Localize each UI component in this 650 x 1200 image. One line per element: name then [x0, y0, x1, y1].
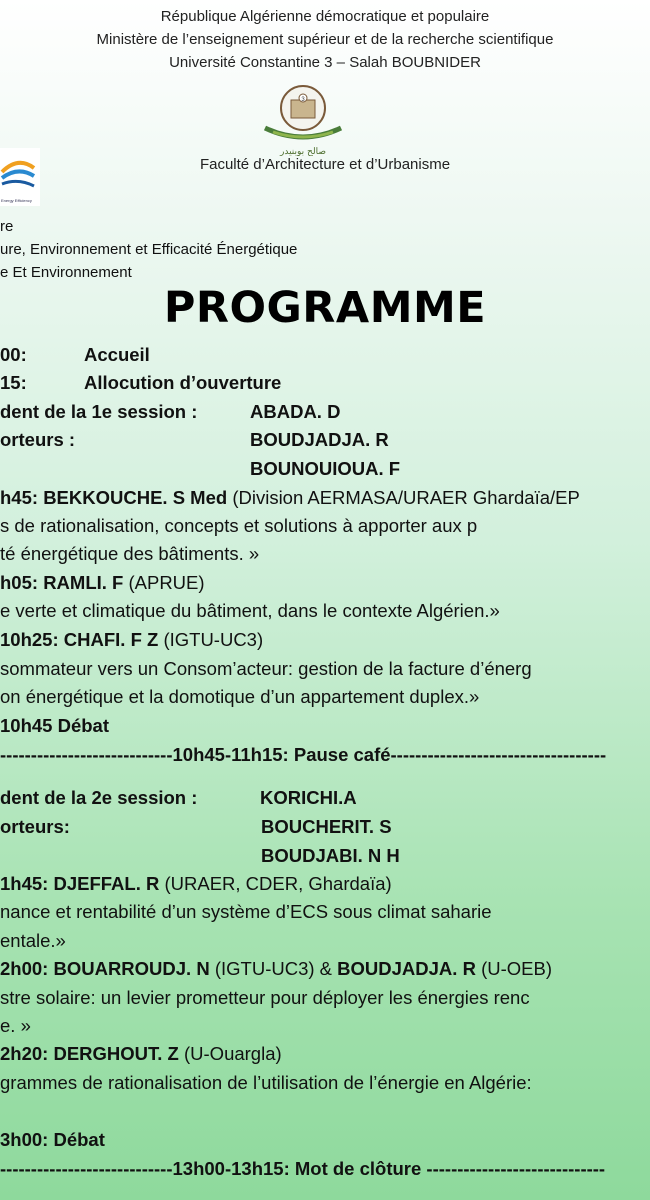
header-line-1: République Algérienne démocratique et populaire	[160, 8, 490, 25]
header-line-2: Ministère de l’enseignement supérieur et de la recherche scientifique	[96, 31, 554, 48]
talk-4-title-line-2: entale.»	[0, 930, 66, 951]
university-seal-logo	[253, 76, 353, 156]
talk-2-affiliation: (APRUE)	[123, 572, 205, 593]
talk-6-affiliation: (U-Ouargla)	[178, 1043, 282, 1064]
talk-4-title-line-1: nance et rentabilité d’un système d’ECS sous climat saharie	[0, 901, 492, 922]
talk-5-speaker: BOUARROUDJ. N	[53, 958, 210, 979]
talk-5-time: 2h00:	[0, 958, 54, 979]
session2-rapporteur-2: BOUDJABI. N H	[261, 845, 400, 866]
opening-label-2: Allocution d’ouverture	[84, 372, 282, 393]
talk-5-title-line-2: e. »	[0, 1015, 31, 1036]
talk-4-time: 1h45:	[0, 873, 54, 894]
opening-time-2: 15:	[0, 372, 27, 393]
talk-4-affiliation: (URAER, CDER, Ghardaïa)	[159, 873, 392, 894]
faculty-name: Faculté d’Architecture et d’Urbanisme	[199, 156, 451, 173]
talk-5-title-line-1: stre solaire: un levier prometteur pour déployer les énergies renc	[0, 987, 530, 1008]
lab-line-1: re	[0, 218, 14, 235]
talk-1-title-line-1: s de rationalisation, concepts et solutions à apporter aux p	[0, 515, 478, 536]
opening-label-1: Accueil	[84, 344, 150, 365]
header-line-3: Université Constantine 3 – Salah BOUBNIDER	[169, 54, 481, 71]
talk-5-affiliation-2: (U-OEB)	[475, 958, 552, 979]
session1-rapporteurs-label: orteurs :	[0, 429, 76, 450]
closing-separator: ----------------------------13h00-13h15: Mot de clôture -----------------------------	[0, 1158, 606, 1179]
session1-president-label: dent de la 1e session :	[0, 401, 198, 422]
talk-2-speaker: RAMLI. F	[43, 572, 124, 593]
talk-1-title-line-2: té énergétique des bâtiments. »	[0, 543, 260, 564]
talk-6-title-line-1: grammes de rationalisation de l’utilisation de l’énergie en Algérie:	[0, 1072, 532, 1093]
debate-1: 10h45 Débat	[0, 715, 109, 736]
lab-line-2: ure, Environnement et Efficacité Énergétique	[0, 241, 298, 258]
talk-2-header	[0, 572, 205, 594]
talk-5-speaker-2: BOUDJADJA. R	[337, 958, 476, 979]
session1-president: ABADA. D	[250, 401, 341, 422]
svg-text:3: 3	[301, 97, 305, 103]
session2-president-label: dent de la 2e session :	[0, 787, 198, 808]
opening-time-1: 00:	[0, 344, 27, 365]
svg-text:Energy Efficiency: Energy Efficiency	[1, 198, 32, 203]
session1-rapporteur-2: BOUNOUIOUA. F	[250, 458, 401, 479]
talk-3-time: 10h25:	[0, 629, 64, 650]
talk-1-speaker: BEKKOUCHE. S Med	[43, 487, 228, 508]
svg-text:صالح بوبنيدر: صالح بوبنيدر	[280, 147, 326, 156]
page-title: PROGRAMME	[163, 283, 487, 333]
session2-rapporteur-1: BOUCHERIT. S	[261, 816, 392, 837]
talk-5-affiliation: (IGTU-UC3) &	[209, 958, 338, 979]
talk-6-speaker: DERGHOUT. Z	[53, 1043, 179, 1064]
talk-3-title-line-1: sommateur vers un Consom’acteur: gestion de la facture d’énerg	[0, 658, 532, 679]
talk-3-title-line-2: on énergétique et la domotique d’un appartement duplex.»	[0, 686, 480, 707]
talk-6-header	[0, 1043, 282, 1065]
talk-2-time: h05:	[0, 572, 44, 593]
pause-separator: ----------------------------10h45-11h15: Pause café-----------------------------------	[0, 744, 607, 765]
talk-6-time: 2h20:	[0, 1043, 54, 1064]
lab-line-3: e Et Environnement	[0, 264, 132, 281]
talk-3-affiliation: (IGTU-UC3)	[158, 629, 264, 650]
talk-5-header	[0, 958, 552, 980]
talk-2-title-line-1: e verte et climatique du bâtiment, dans le contexte Algérien.»	[0, 600, 500, 621]
session1-rapporteur-1: BOUDJADJA. R	[250, 429, 389, 450]
debate-2: 3h00: Débat	[0, 1129, 105, 1150]
talk-4-speaker: DJEFFAL. R	[53, 873, 160, 894]
talk-4-header	[0, 873, 392, 895]
talk-1-header	[0, 487, 580, 509]
talk-3-speaker: CHAFI. F Z	[63, 629, 159, 650]
session2-president: KORICHI.A	[260, 787, 357, 808]
talk-1-time: h45:	[0, 487, 44, 508]
talk-1-affiliation: (Division AERMASA/URAER Ghardaïa/EP	[227, 487, 580, 508]
talk-3-header	[0, 629, 263, 651]
session2-rapporteurs-label: orteurs:	[0, 816, 70, 837]
